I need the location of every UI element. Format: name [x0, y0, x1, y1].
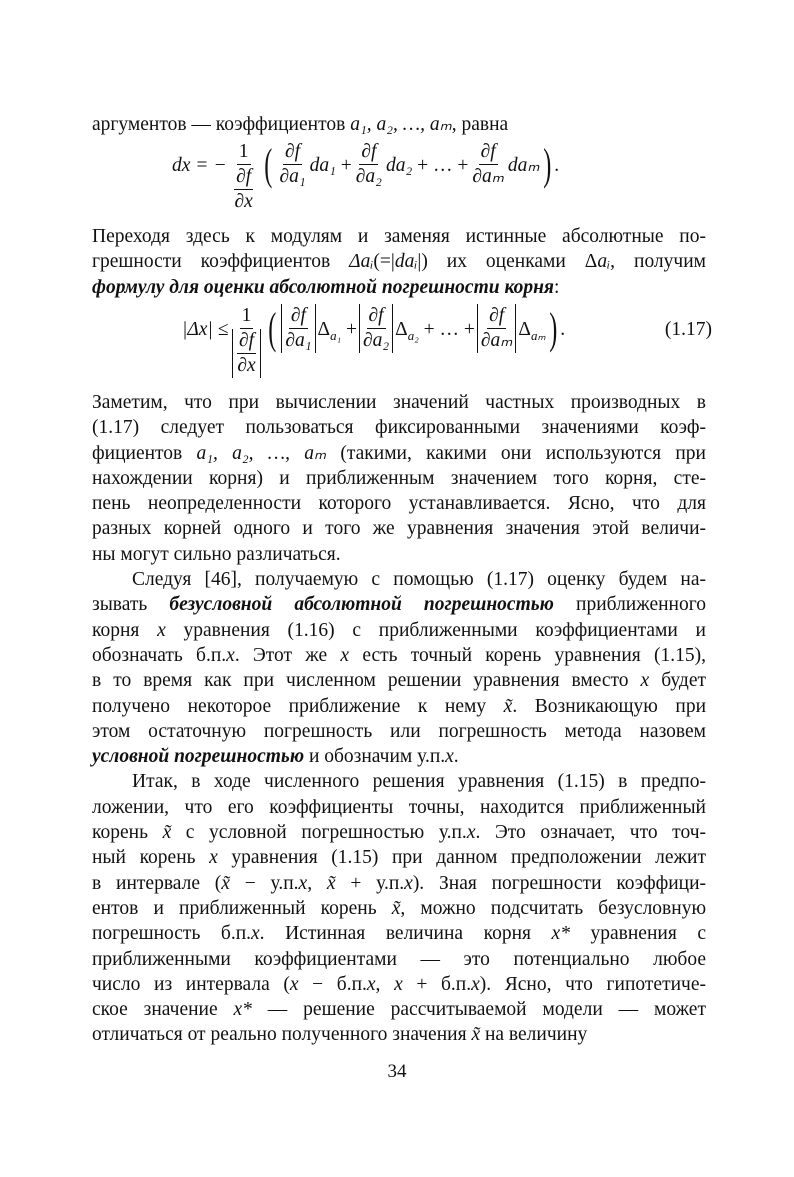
- text-segment: нахождении корня) и приближенным значением того корня, сте-: [92, 467, 706, 489]
- text-segment: Следуя [46], получаемую с помощью (1.17) оценку будем на-: [132, 569, 706, 591]
- text-segment: получено некоторое приближение к нему: [92, 695, 504, 717]
- text-segment: разных корней одного и того же уравнения значения этой величи-: [92, 518, 706, 540]
- math-symbol: aᵢ: [597, 251, 611, 273]
- text-segment: Заметим, что при вычислении значений частных производных в: [92, 392, 706, 413]
- emphasized-term: формулу для оценки абсолютной погрешности корня: [92, 276, 554, 298]
- partial-a2: [354, 140, 384, 189]
- math-symbol: x̃: [503, 695, 513, 717]
- operator: +: [345, 319, 357, 340]
- math-symbol: x̃: [391, 897, 401, 919]
- math-symbol: x: [404, 872, 413, 894]
- text-segment: , получим: [610, 251, 706, 273]
- denominator: ∂a₂: [362, 330, 390, 351]
- text-line: [92, 224, 706, 249]
- formula-dx: [172, 140, 559, 214]
- text-line: [92, 112, 706, 137]
- math-symbol: x: [157, 619, 166, 641]
- text-line: [92, 972, 706, 997]
- denominator: ∂aₘ: [472, 166, 504, 187]
- text-segment: отличаться от реально полученного значения: [92, 1024, 472, 1046]
- text-line: [92, 896, 706, 921]
- text-line: [92, 1022, 706, 1047]
- denominator: [232, 329, 260, 378]
- paren-open: (: [268, 304, 277, 353]
- delta-term: [395, 317, 475, 343]
- text-line: [92, 466, 706, 491]
- text-segment: уравнения (1.15) при данном предположении лежит: [217, 847, 706, 869]
- math-symbol: x: [226, 644, 235, 666]
- text-segment: число из интервала (: [92, 973, 290, 995]
- numerator: ∂f: [359, 140, 378, 165]
- text-line: [92, 719, 706, 744]
- text-line: [92, 643, 706, 668]
- term: da₁: [309, 155, 336, 176]
- text-segment: уравнения (1.16) с приближенными коэффициентами и: [165, 619, 706, 641]
- text-segment: пень неопределенности которого устанавливается. Ясно, что для: [92, 493, 706, 515]
- math-symbol: x: [298, 872, 308, 894]
- math-symbol: x: [471, 973, 480, 995]
- denominator: ∂aₘ: [480, 330, 513, 351]
- text-line: [92, 947, 706, 972]
- denominator: ∂a₁: [279, 166, 306, 187]
- numerator: ∂f: [367, 304, 386, 329]
- text-line: [92, 567, 706, 592]
- math-symbol: x̃: [221, 872, 230, 894]
- text-line: [92, 744, 706, 769]
- math-symbol: x*: [551, 923, 570, 945]
- math-symbol: x: [289, 973, 299, 995]
- math-symbol: x: [209, 847, 218, 869]
- denominator: ∂x: [234, 191, 253, 212]
- text-segment: будет: [649, 670, 706, 692]
- numerator: ∂f: [234, 165, 253, 190]
- text-segment: грешности коэффициентов: [92, 251, 350, 273]
- text-segment: ). Ясно, что гипотетиче-: [479, 973, 707, 995]
- math-symbol: x: [366, 973, 376, 995]
- text-segment: ный корень: [92, 847, 210, 869]
- denominator: ∂a₂: [355, 166, 382, 187]
- text-segment: есть точный корень уравнения (1.15),: [349, 644, 706, 666]
- operator: + … +: [423, 319, 475, 340]
- math-symbol: x̃: [162, 822, 172, 844]
- text-line: [92, 441, 706, 466]
- text-segment: зывать: [92, 594, 170, 616]
- partial-a1: [277, 140, 307, 189]
- subscript: a₂: [407, 327, 419, 343]
- math-symbol: x̃: [326, 872, 336, 894]
- text-segment: . Этот же: [234, 644, 341, 666]
- text-segment: ,: [375, 973, 395, 995]
- denominator: ∂a₁: [285, 330, 312, 351]
- partial-a1: [281, 304, 315, 353]
- text-segment: Переходя здесь к модулям и заменяя истинные абсолютные по-: [92, 226, 706, 247]
- equation-number: (1.17): [664, 319, 712, 340]
- text-segment: и обозначим у.п.: [304, 746, 446, 768]
- text-segment: Итак, в ходе численного решения уравнения (1.15) в предпо-: [132, 771, 706, 793]
- formula-lhs: dx = −: [172, 155, 227, 176]
- period: .: [554, 155, 560, 176]
- math-symbol: a₁, a₂, …, aₘ: [196, 442, 327, 464]
- text-line: [92, 592, 706, 617]
- text-line: [92, 390, 706, 415]
- denominator: ∂x: [237, 355, 256, 376]
- math-symbol: x: [340, 644, 350, 666]
- text-line: [92, 997, 706, 1022]
- paragraph-intro: [92, 112, 706, 137]
- text-segment: этом остаточную погрешность или погрешность метода назовем: [92, 720, 706, 742]
- formula-lhs: |Δx| ≤: [182, 319, 229, 340]
- text-segment: . Истинная величина корня: [259, 923, 552, 945]
- numerator: ∂f: [283, 140, 302, 165]
- text-segment: ское значение: [92, 999, 234, 1021]
- math-symbol: daᵢ: [394, 251, 418, 273]
- denominator: [230, 165, 256, 214]
- operator: + … +: [417, 155, 469, 176]
- text-segment: — решение рассчитываемой модели — может: [251, 999, 706, 1021]
- text-segment: аргументов — коэффициентов: [92, 114, 351, 135]
- period: .: [560, 319, 566, 340]
- text-segment: корня: [92, 619, 158, 641]
- text-segment: + б.п.: [402, 973, 472, 995]
- text-line: [92, 921, 706, 946]
- text-segment: на величину: [480, 1024, 588, 1046]
- text-segment: + у.п.: [335, 872, 405, 894]
- math-symbol: x: [466, 822, 476, 844]
- text-segment: , можно подсчитать безусловную: [400, 897, 707, 919]
- text-segment: . Это означает, что точ-: [475, 822, 706, 844]
- numerator: ∂f: [479, 140, 498, 165]
- text-line: [92, 275, 706, 300]
- subscript: aₘ: [530, 327, 546, 343]
- text-segment: :: [553, 276, 560, 298]
- text-segment: фициентов: [92, 442, 197, 464]
- text-line: [92, 542, 706, 567]
- fraction: [228, 140, 258, 214]
- term: da₂: [385, 155, 413, 176]
- term: daₘ: [507, 155, 540, 176]
- math-symbol: Δaᵢ: [349, 251, 374, 273]
- text-line: [92, 845, 706, 870]
- text-segment: обозначать б.п.: [92, 644, 227, 666]
- paragraph-body: [92, 390, 706, 1048]
- text-segment: приближенного: [553, 594, 706, 616]
- emphasized-term: условной погрешностью: [92, 746, 305, 768]
- page-number: 34: [387, 1061, 407, 1082]
- text-segment: в то время как при численном решении уравнения вместо: [92, 670, 641, 692]
- text-line: [92, 694, 706, 719]
- text-segment: корень: [92, 822, 163, 844]
- text-segment: − б.п.: [298, 973, 367, 995]
- text-segment: приближенными коэффициентами — это потенциально любое: [92, 948, 706, 970]
- text-line: [92, 871, 706, 896]
- paragraph-transition: [92, 224, 706, 300]
- math-symbol: x̃: [471, 1024, 481, 1046]
- math-symbol: x*: [233, 999, 252, 1021]
- math-symbol: x: [394, 973, 403, 995]
- partial-a2: [359, 304, 393, 353]
- text-segment: ложении, что его коэффициенты точны, находится приближенный: [92, 796, 706, 818]
- partial-am: [477, 304, 517, 353]
- text-segment: (1.17) следует пользоваться фиксированными значениями коэф-: [92, 417, 706, 439]
- math-symbol: x: [251, 923, 260, 945]
- operator: +: [340, 155, 352, 176]
- fraction: [230, 304, 262, 378]
- numerator: ∂f: [289, 304, 308, 329]
- text-segment: ,: [307, 872, 327, 894]
- text-line: [92, 415, 706, 440]
- text-segment: , равна: [451, 114, 509, 135]
- paren-close: ): [542, 140, 551, 189]
- text-segment: |) их оценками Δ: [417, 251, 598, 273]
- text-line: [92, 491, 706, 516]
- text-segment: .: [453, 746, 459, 768]
- text-line: [92, 618, 706, 643]
- text-line: [92, 795, 706, 820]
- paren-close: ): [548, 304, 557, 353]
- delta-term: [318, 317, 357, 343]
- delta: Δ: [518, 319, 531, 340]
- paren-open: (: [264, 140, 273, 189]
- delta: Δ: [395, 319, 408, 340]
- text-segment: погрешность б.п.: [92, 923, 251, 945]
- numerator: ∂f: [237, 329, 256, 354]
- text-line: [92, 249, 706, 274]
- partial-am: [470, 140, 506, 189]
- text-segment: (такими, какими они используются при: [326, 442, 706, 464]
- text-segment: ентов и приближенный корень: [92, 897, 392, 919]
- text-segment: уравнения с: [569, 923, 706, 945]
- text-line: [92, 668, 706, 693]
- subscript: a₁: [330, 327, 342, 343]
- text-line: [92, 820, 706, 845]
- text-line: [92, 516, 706, 541]
- text-segment: . Возникающую при: [512, 695, 707, 717]
- delta: Δ: [317, 319, 331, 340]
- text-segment: (=|: [373, 251, 395, 273]
- numerator: ∂f: [487, 304, 506, 329]
- math-symbol: x: [640, 670, 650, 692]
- text-segment: ). Зная погрешности коэффици-: [412, 872, 707, 894]
- numerator: 1: [237, 140, 251, 165]
- math-symbol: x: [445, 746, 454, 768]
- text-line: [92, 769, 706, 794]
- text-segment: в интервале (: [92, 872, 222, 894]
- formula-1-17: [182, 304, 712, 378]
- text-segment: с условной погрешностью у.п.: [171, 822, 467, 844]
- emphasized-term: безусловной абсолютной погрешностью: [169, 594, 554, 616]
- numerator: 1: [240, 304, 254, 329]
- text-segment: − у.п.: [229, 872, 299, 894]
- delta-term: [518, 317, 545, 343]
- math-symbol: a₁, a₂, …, aₘ: [350, 114, 452, 135]
- text-segment: ны могут сильно различаться.: [92, 543, 341, 565]
